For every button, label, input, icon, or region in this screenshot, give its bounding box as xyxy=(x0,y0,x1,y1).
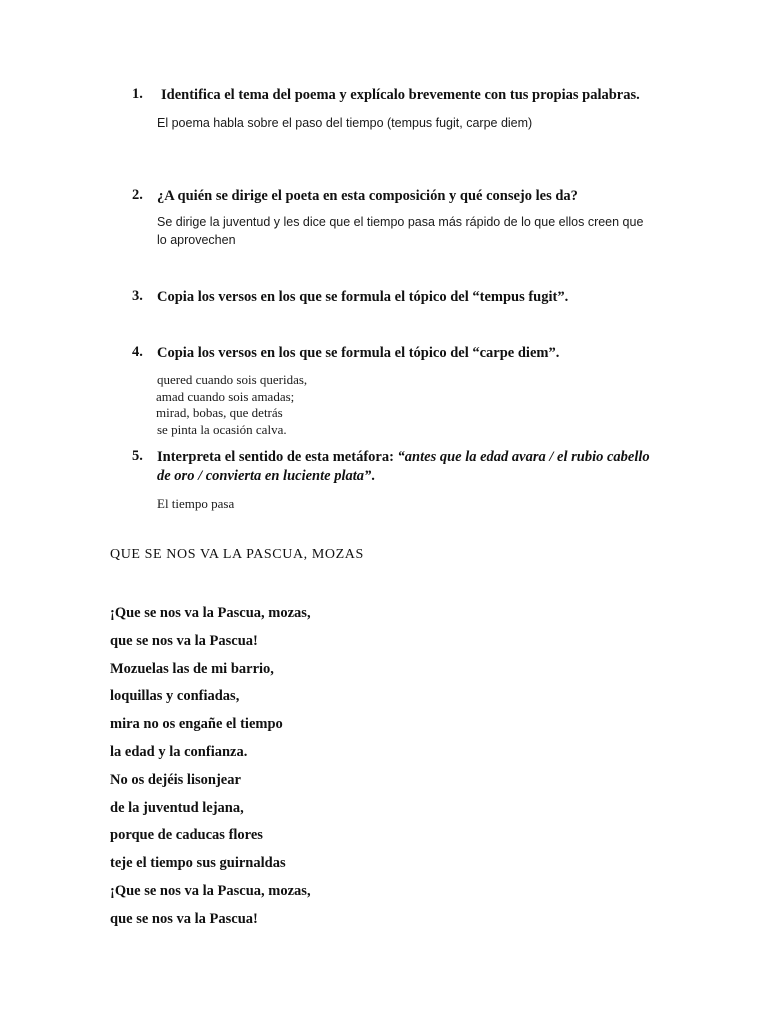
poem-line: que se nos va la Pascua! xyxy=(110,910,258,927)
answer xyxy=(157,496,652,513)
answer-line: El poema habla sobre el paso del tiempo (tempus fugit, carpe diem) xyxy=(157,116,533,130)
question-end: . xyxy=(371,468,375,484)
question-3 xyxy=(132,288,652,307)
question-text: Identifica el tema del poema y explícalo brevemente con tus propias palabras. xyxy=(161,87,640,103)
poem-line: teje el tiempo sus guirnaldas xyxy=(110,855,286,872)
answer xyxy=(157,114,652,132)
answer-line: se pinta la ocasión calva. xyxy=(157,421,287,437)
question-text: Copia los versos en los que se formula el tópico del “tempus fugit”. xyxy=(157,289,569,305)
poem-line: loquillas y confiadas, xyxy=(110,688,240,705)
poem-line: No os dejéis lisonjear xyxy=(110,771,241,788)
question-lead: Interpreta el sentido de esta metáfora: xyxy=(157,449,398,465)
question-number: 5. xyxy=(132,448,143,464)
metaphor-quote: “antes que la edad avara / el rubio cabello de oro / convierta en luciente plata” xyxy=(157,449,650,484)
question-1 xyxy=(132,86,652,132)
question-number: 1. xyxy=(132,86,143,102)
question-5 xyxy=(132,448,652,513)
poem-line: ¡Que se nos va la Pascua, mozas, xyxy=(110,605,311,621)
answer-line: quered cuando sois queridas, xyxy=(157,372,308,387)
question-text: Copia los versos en los que se formula el tópico del “carpe diem”. xyxy=(157,345,560,361)
poem-line: Mozuelas las de mi barrio, xyxy=(110,660,274,677)
poem-title: QUE SE NOS VA LA PASCUA, MOZAS xyxy=(110,547,364,562)
poem-body xyxy=(110,604,311,938)
question-2 xyxy=(132,187,652,249)
answer-line: El tiempo pasa xyxy=(157,496,235,511)
answer-line: mirad, bobas, que detrás xyxy=(156,405,283,420)
poem-line: la edad y la confianza. xyxy=(110,743,248,760)
answer xyxy=(157,372,652,438)
question-number: 3. xyxy=(132,288,143,304)
poem-line: porque de caducas flores xyxy=(110,827,263,844)
answer-line: lo aprovechen xyxy=(157,233,236,247)
question-text: ¿A quién se dirige el poeta en esta composición y qué consejo les da? xyxy=(157,188,578,204)
poem-line: mira no os engañe el tiempo xyxy=(110,716,283,733)
question-text xyxy=(157,448,652,486)
poem-line: ¡Que se nos va la Pascua, mozas, xyxy=(110,882,311,899)
question-4 xyxy=(132,344,652,438)
answer-line: Se dirige la juventud y les dice que el tiempo pasa más rápido de lo que ellos creen que xyxy=(157,215,644,229)
question-number: 2. xyxy=(132,187,143,203)
question-number: 4. xyxy=(132,344,143,360)
answer xyxy=(157,213,652,249)
poem-line: de la juventud lejana, xyxy=(110,799,244,816)
answer-line: amad cuando sois amadas; xyxy=(156,388,295,404)
poem-line: que se nos va la Pascua! xyxy=(110,632,258,649)
